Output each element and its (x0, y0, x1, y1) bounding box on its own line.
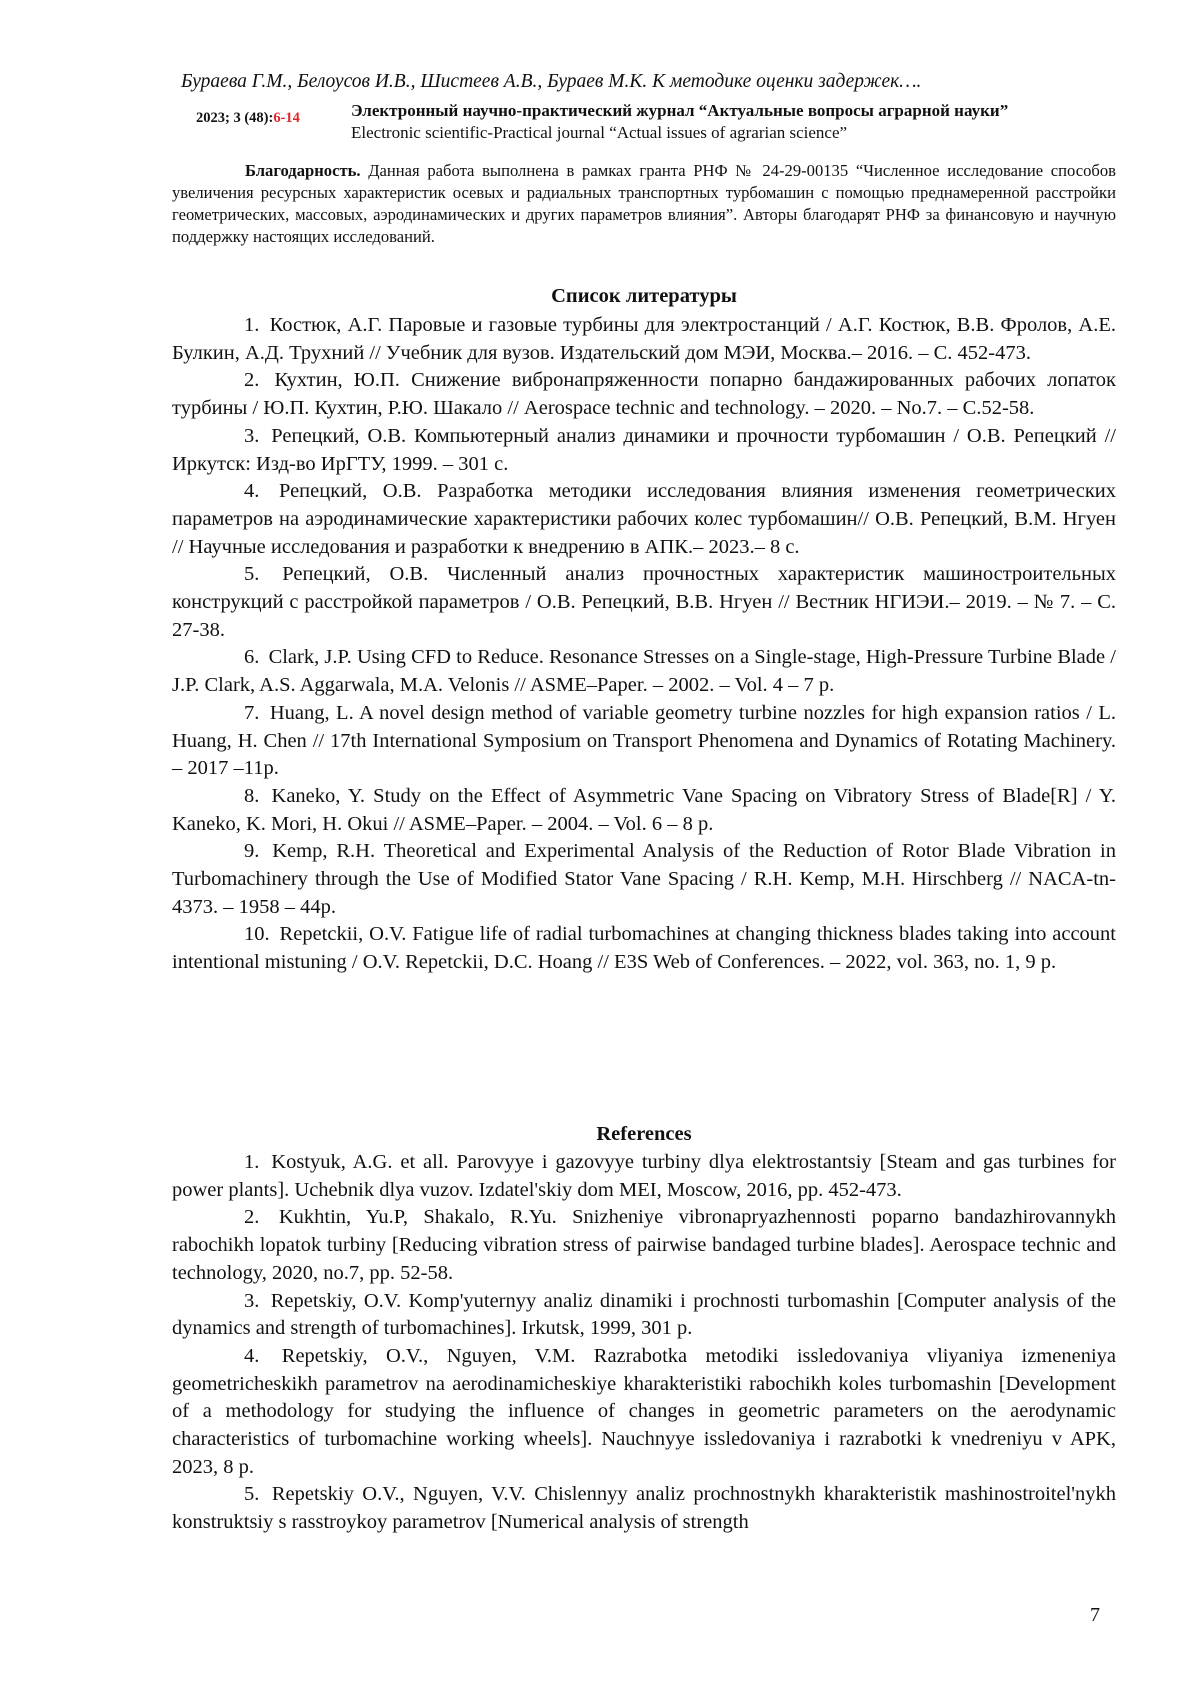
ref-text: Kemp, R.H. Theoretical and Experimental Analysis of the Reduction of Rotor Blade Vibration in Turbomachinery through the Use of Modified Stator Vane Spacing / R.H. Kemp, M.H. Hirschberg // NACA-tn-4373. – 1958 – 44p. (172, 840, 1116, 917)
running-header-authors: Бураева Г.М., Белоусов И.В., Шистеев А.В., Бураев М.К. К методике оценки задержек…. (181, 70, 1081, 94)
page-number: 7 (1090, 1604, 1100, 1627)
ref-text: Костюк, А.Г. Паровые и газовые турбины для электростанций / А.Г. Костюк, В.В. Фролов, А.Е. Булкин, А.Д. Трухний // Учебник для вузов. Издательский дом МЭИ, Москва.– 2016. – С. 452-473. (172, 314, 1116, 364)
ref-text: Repetskiy, O.V., Nguyen, V.M. Razrabotka metodiki issledovaniya vliyaniya izmeneniya geometricheskikh parametrov na aerodinamicheskiye kharakteristiki rabochikh koles turbomashin [Development of a methodology for studying the influence of changes in geometric parameters on the aerodynamic characteristics of turbomachine working wheels]. Nauchnyye issledovaniya i razrabotki k vnedreniyu v APK, 2023, 8 p. (172, 1345, 1116, 1478)
document-page (0, 0, 1200, 1697)
reference-item (172, 1204, 1116, 1287)
ref-text: Репецкий, О.В. Разработка методики исследования влияния изменения геометрических параметров на аэродинамические характеристики рабочих колес турбомашин// О.В. Репецкий, В.М. Нгуен // Научные исследования и разработки к внедрению в АПК.– 2023.– 8 с. (172, 480, 1116, 557)
acknowledgement-label: Благодарность. (245, 161, 361, 180)
issue-pages: 6-14 (273, 110, 300, 126)
ref-number: 6. (244, 646, 263, 668)
ref-text: Кухтин, Ю.П. Снижение вибронапряженности попарно бандажированных рабочих лопаток турбины / Ю.П. Кухтин, Р.Ю. Шакало // Aerospace technic and technology. – 2020. – No.7. – С.52-58. (172, 369, 1116, 419)
ref-number: 5. (244, 563, 263, 585)
literature-item (172, 561, 1116, 644)
literature-list (172, 312, 1116, 977)
reference-item (172, 1481, 1116, 1536)
ref-text: Huang, L. A novel design method of variable geometry turbine nozzles for high expansion ratios / L. Huang, H. Chen // 17th International Symposium on Transport Phenomena and Dynamics of Rotating Machinery. – 2017 –11p. (172, 702, 1116, 779)
ref-text: Clark, J.P. Using CFD to Reduce. Resonance Stresses on a Single-stage, High-Pressure Turbine Blade / J.P. Clark, A.S. Aggarwala, M.A. Velonis // ASME–Paper. – 2002. – Vol. 4 – 7 p. (172, 646, 1116, 696)
literature-item (172, 838, 1116, 921)
literature-item (172, 921, 1116, 976)
ref-number: 1. (244, 1151, 263, 1173)
ref-text: Kaneko, Y. Study on the Effect of Asymmetric Vane Spacing on Vibratory Stress of Blade[R] / Y. Kaneko, K. Mori, H. Okui // ASME–Paper. – 2004. – Vol. 6 – 8 p. (172, 785, 1116, 835)
reference-item (172, 1343, 1116, 1482)
literature-item (172, 423, 1116, 478)
issue-info (196, 110, 300, 127)
ref-text: Repetskiy, O.V. Komp'yuternyy analiz dinamiki i prochnosti turbomashin [Computer analysis of the dynamics and strength of turbomachines]. Irkutsk, 1999, 301 p. (172, 1290, 1116, 1340)
journal-title-ru: Электронный научно-практический журнал “Актуальные вопросы аграрной науки” (351, 101, 1008, 121)
ref-number: 7. (244, 702, 263, 724)
journal-title-en: Electronic scientific-Practical journal “Actual issues of agrarian science” (351, 123, 847, 143)
literature-item (172, 367, 1116, 422)
ref-text: Kostyuk, A.G. et all. Parovyye i gazovyye turbiny dlya elektrostantsiy [Steam and gas turbines for power plants]. Uchebnik dlya vuzov. Izdatel'skiy dom MEI, Moscow, 2016, pp. 452-473. (172, 1151, 1116, 1201)
ref-number: 3. (244, 1290, 263, 1312)
ref-number: 5. (244, 1483, 263, 1505)
references-title: References (172, 1120, 1116, 1148)
reference-item (172, 1288, 1116, 1343)
ref-number: 10. (244, 923, 274, 945)
ref-number: 8. (244, 785, 263, 807)
ref-text: Repetskiy O.V., Nguyen, V.V. Chislennyy analiz prochnostnykh kharakteristik mashinostroitel'nykh konstruktsiy s rasstroykoy parametrov [Numerical analysis of strength (172, 1483, 1116, 1533)
acknowledgement (172, 160, 1116, 248)
literature-title: Список литературы (172, 282, 1116, 310)
ref-number: 4. (244, 1345, 263, 1367)
ref-text: Kukhtin, Yu.P, Shakalo, R.Yu. Snizheniye vibronapryazhennosti poparno bandazhirovannykh rabochikh lopatok turbiny [Reducing vibration stress of pairwise bandaged turbine blades]. Aerospace technic and technology, 2020, no.7, pp. 52-58. (172, 1206, 1116, 1283)
literature-item (172, 700, 1116, 783)
ref-number: 2. (244, 1206, 263, 1228)
literature-item (172, 783, 1116, 838)
literature-item (172, 644, 1116, 699)
literature-item (172, 312, 1116, 367)
ref-text: Repetckii, O.V. Fatigue life of radial turbomachines at changing thickness blades taking into account intentional mistuning / O.V. Repetckii, D.C. Hoang // E3S Web of Conferences. – 2022, vol. 363, no. 1, 9 p. (172, 923, 1116, 973)
ref-number: 4. (244, 480, 263, 502)
ref-number: 1. (244, 314, 263, 336)
ref-number: 3. (244, 425, 263, 447)
reference-item (172, 1149, 1116, 1204)
acknowledgement-text: Данная работа выполнена в рамках гранта РНФ № 24-29-00135 “Численное исследование способов увеличения ресурсных характеристик осевых и радиальных транспортных турбомашин с помощью преднамеренной расстройки геометрических, массовых, аэродинамических и других параметров влияния”. Авторы благодарят РНФ за финансовую и научную поддержку настоящих исследований. (172, 161, 1116, 246)
references-list (172, 1149, 1116, 1537)
journal-header (196, 100, 1116, 148)
ref-text: Репецкий, О.В. Компьютерный анализ динамики и прочности турбомашин / О.В. Репецкий // Иркутск: Изд-во ИрГТУ, 1999. – 301 с. (172, 425, 1116, 475)
ref-number: 2. (244, 369, 263, 391)
ref-number: 9. (244, 840, 263, 862)
ref-text: Репецкий, О.В. Численный анализ прочностных характеристик машиностроительных конструкций с расстройкой параметров / О.В. Репецкий, В.В. Нгуен // Вестник НГИЭИ.– 2019. – № 7. – С. 27-38. (172, 563, 1116, 640)
issue-number: 2023; 3 (48): (196, 110, 273, 126)
literature-item (172, 478, 1116, 561)
